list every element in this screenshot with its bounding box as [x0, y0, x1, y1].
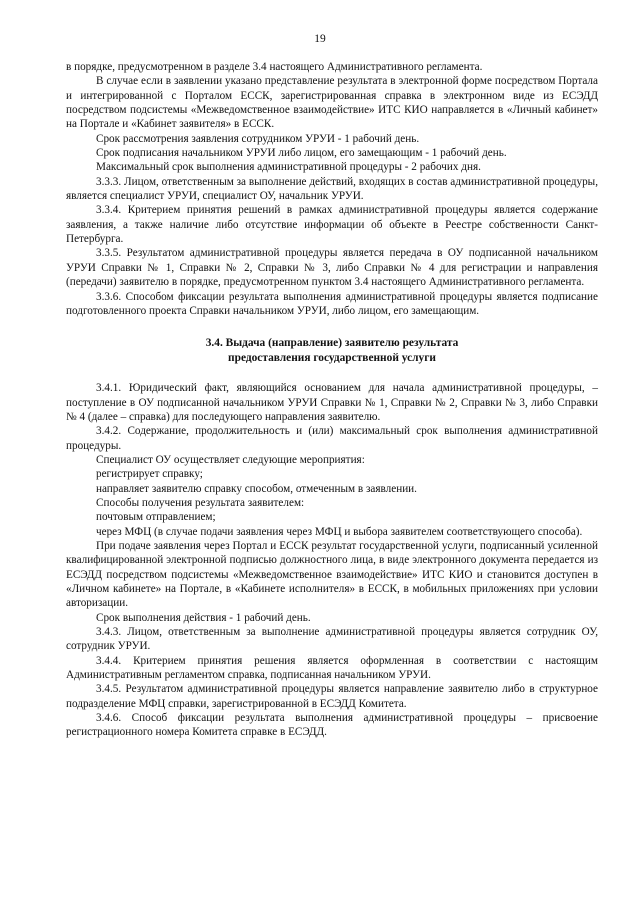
paragraphs-after-heading — [66, 381, 598, 740]
paragraph: 3.3.5. Результатом административной процедуры является передача в ОУ подписанной начальником УРУИ Справки № 1, Справки № 2, Справки № 3, либо Справки № 4 для регистрации и направления (передачи) заявителю в порядке, предусмотренном пунктом 3.4 настоящего Административного регламента. — [66, 247, 598, 289]
paragraph: 3.4.3. Лицом, ответственным за выполнение административной процедуры является сотрудник ОУ, сотрудник УРУИ. — [66, 626, 598, 653]
paragraph: 3.4.6. Способ фиксации результата выполнения административной процедуры – присвоение регистрационного номера Комитета справке в ЕСЭДД. — [66, 712, 598, 739]
paragraph: Срок рассмотрения заявления сотрудником УРУИ - 1 рабочий день. — [96, 132, 420, 145]
paragraph: регистрирует справку; — [96, 468, 203, 481]
paragraph: Максимальный срок выполнения административной процедуры - 2 рабочих дня. — [96, 161, 481, 174]
paragraph: В случае если в заявлении указано представление результата в электронной форме посредством Портала и интегрированной с Порталом ЕССК, зарегистрированная справка в электронном виде из ЕСЭДД посредством подсистемы «Межведомственное взаимодействие» ИТС КИО направляется в «Личный кабинет» на Портале и «Кабинет заявителя» в ЕССК. — [66, 75, 598, 131]
paragraph: в порядке, предусмотренном в разделе 3.4 настоящего Административного регламента. — [66, 61, 483, 73]
paragraph: почтовым отправлением; — [96, 511, 216, 524]
paragraph: через МФЦ (в случае подачи заявления через МФЦ и выбора заявителем соответствующего способа). — [96, 525, 583, 538]
paragraph: 3.4.4. Критерием принятия решения является оформленная в соответствии с настоящим Административным регламентом справка, подписанная начальником УРУИ. — [66, 654, 598, 682]
paragraph: Способы получения результата заявителем: — [96, 496, 305, 509]
section-heading-line-1: 3.4. Выдача (направление) заявителю результата — [205, 337, 459, 350]
paragraph: 3.4.2. Содержание, продолжительность и (или) максимальный срок выполнения административной процедуры. — [66, 425, 598, 452]
paragraphs-before-heading — [66, 60, 598, 318]
paragraph: направляет заявителю справку способом, отмеченным в заявлении. — [96, 482, 417, 495]
paragraph: Специалист ОУ осуществляет следующие мероприятия: — [96, 453, 365, 466]
paragraph: 3.4.5. Результатом административной процедуры является направление заявителю либо в структурное подразделение МФЦ справки, зарегистрированной в ЕСЭДД Комитета. — [66, 683, 598, 710]
paragraph: 3.4.1. Юридический факт, являющийся основанием для начала административной процедуры, – поступление в ОУ подписанной начальником УРУИ Справки № 1, Справки № 2, Справки № 3, либо Справки № 4 (далее – справка) для последующего направления заявителю. — [66, 382, 598, 423]
paragraph: При подаче заявления через Портал и ЕССК результат государственной услуги, подписанный усиленной квалифицированной электронной подписью должностного лица, в виде электронного документа передается из ЕСЭДД посредством подсистемы «Межведомственное взаимодействие» ИТС КИО и становится доступен в «Личном кабинете» на Портале, в «Кабинете исполнителя» в ЕССК, в мобильных приложениях при условии авторизации. — [66, 539, 598, 610]
paragraph: 3.3.3. Лицом, ответственным за выполнение действий, входящих в состав административной процедуры, является специалист УРУИ, специалист ОУ, начальник УРУИ. — [66, 175, 598, 203]
paragraph: 3.3.6. Способом фиксации результата выполнения административной процедуры является подписание подготовленного проекта Справки начальником УРУИ, либо лицом, его замещающим. — [66, 290, 598, 317]
section-heading — [66, 336, 598, 365]
document-body — [66, 60, 598, 740]
page-number: 19 — [314, 33, 326, 45]
paragraph: 3.3.4. Критерием принятия решений в рамках административной процедуры является содержание заявления, а также наличие либо отсутствие информации об объекте в Реестре собственности Санкт-Петербурга. — [66, 204, 598, 246]
paragraph: Срок подписания начальником УРУИ либо лицом, его замещающим - 1 рабочий день. — [96, 147, 507, 160]
section-heading-line-2: предоставления государственной услуги — [228, 351, 436, 364]
paragraph: Срок выполнения действия - 1 рабочий день. — [96, 611, 311, 624]
